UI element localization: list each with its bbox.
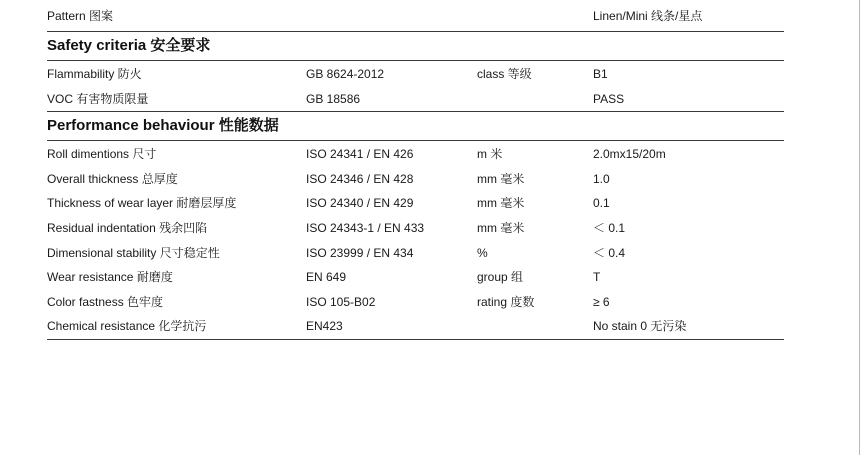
result-value: 2.0mx15/20m [593, 147, 666, 162]
standard-value: ISO 23999 / EN 434 [306, 245, 414, 260]
result-value: PASS [593, 91, 625, 106]
standard-value: ISO 24341 / EN 426 [306, 147, 414, 162]
property-name: Overall thickness 总厚度 [47, 171, 178, 186]
unit-value: class 等级 [477, 67, 532, 81]
page-right-border [859, 0, 860, 455]
standard-value: EN423 [306, 319, 343, 334]
table-row [47, 191, 784, 216]
unit-value: m 米 [477, 147, 503, 162]
table-row [47, 216, 784, 241]
result-value: 1.0 [593, 171, 610, 186]
result-value: ＜ 0.4 [593, 245, 626, 260]
table-row [47, 142, 784, 167]
property-name: Chemical resistance 化学抗污 [47, 319, 207, 334]
property-name: Wear resistance 耐磨度 [47, 270, 173, 285]
standard-value: ISO 24340 / EN 429 [306, 196, 414, 211]
unit-value: rating 度数 [477, 294, 535, 309]
table-row [47, 62, 784, 87]
unit-value: mm 毫米 [477, 220, 525, 235]
unit-value: mm 毫米 [477, 171, 525, 186]
result-value: ＜ 0.1 [593, 220, 626, 235]
property-name: Thickness of wear layer 耐磨层厚度 [47, 196, 237, 211]
performance-title: Performance behaviour 性能数据 [47, 117, 279, 135]
property-name: Residual indentation 残余凹陷 [47, 220, 208, 235]
pattern-value: Linen/Mini 线条/星点 [593, 9, 703, 23]
result-value: B1 [593, 67, 608, 81]
table-bottom-divider [47, 339, 784, 340]
standard-value: GB 8624-2012 [306, 67, 385, 81]
safety-title: Safety criteria 安全要求 [47, 37, 211, 54]
table-row [47, 241, 784, 266]
unit-value: mm 毫米 [477, 196, 525, 211]
table-row [47, 167, 784, 192]
table-row [47, 265, 784, 290]
property-name: Color fastness 色牢度 [47, 294, 164, 309]
unit-value: group 组 [477, 270, 524, 285]
spec-sheet [47, 0, 784, 340]
unit-value: % [477, 245, 488, 260]
result-value: 0.1 [593, 196, 610, 211]
safety-section-title [47, 31, 784, 61]
property-name: Roll dimentions 尺寸 [47, 147, 157, 162]
result-value: T [593, 270, 601, 285]
property-name: VOC 有害物质限量 [47, 91, 149, 106]
result-value: ≥ 6 [593, 294, 610, 309]
standard-value: ISO 105-B02 [306, 294, 376, 309]
standard-value: EN 649 [306, 270, 347, 285]
property-name: Dimensional stability 尺寸稳定性 [47, 245, 220, 260]
table-row [47, 87, 784, 112]
table-row [47, 314, 784, 339]
table-row [47, 290, 784, 315]
result-value: No stain 0 无污染 [593, 319, 687, 334]
standard-value: GB 18586 [306, 91, 361, 106]
pattern-label: Pattern 图案 [47, 9, 114, 23]
property-name: Flammability 防火 [47, 67, 142, 81]
standard-value: ISO 24343-1 / EN 433 [306, 220, 425, 235]
pattern-row [47, 0, 784, 31]
standard-value: ISO 24346 / EN 428 [306, 171, 414, 186]
performance-section-title [47, 111, 784, 141]
